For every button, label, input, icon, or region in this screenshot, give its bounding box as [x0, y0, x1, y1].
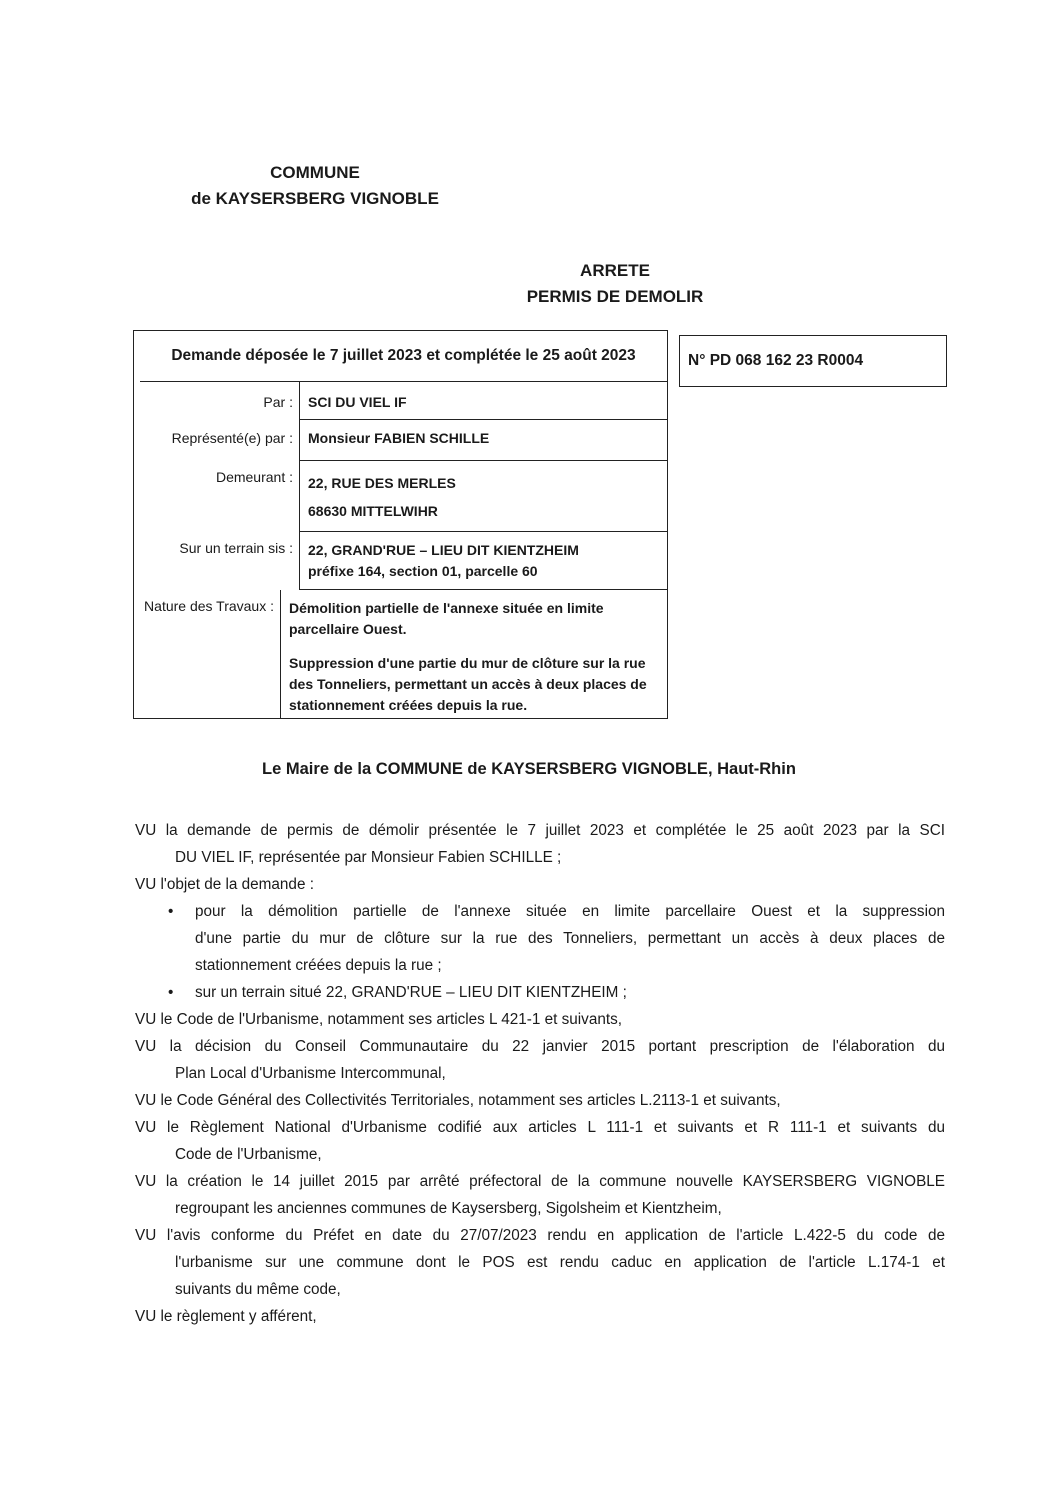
row-value: Monsieur FABIEN SCHILLE [299, 420, 667, 461]
maire-heading: Le Maire de la COMMUNE de KAYSERSBERG VIGNOBLE, Haut-Rhin [262, 760, 796, 778]
vu-line: suivants du même code, [175, 1281, 341, 1298]
permit-number: N° PD 068 162 23 R0004 [679, 335, 947, 387]
vu-line: VU la demande de permis de démolir présentée le 7 juillet 2023 et complétée le 25 août 2023 par la SCI [135, 822, 945, 839]
bullet-item [135, 898, 945, 979]
vu-line: Plan Local d'Urbanisme Intercommunal, [175, 1065, 446, 1082]
row-represente [134, 420, 667, 461]
arrete-title [400, 258, 830, 310]
travaux-item-2: Suppression d'une partie du mur de clôture sur la rue des Tonneliers, permettant un accès à deux places de stationnement créées depuis la rue. [289, 655, 647, 713]
row-value [280, 590, 667, 718]
row-demeurant [134, 461, 667, 532]
bullet-line: stationnement créées depuis la rue ; [195, 957, 442, 974]
vu-line: VU le Code de l'Urbanisme, notamment ses articles L 421-1 et suivants, [135, 1011, 622, 1028]
terrain-parcel: préfixe 164, section 01, parcelle 60 [308, 563, 538, 579]
arrete-line-2: PERMIS DE DEMOLIR [526, 287, 704, 306]
bullet-line: sur un terrain situé 22, GRAND'RUE – LIEU DIT KIENTZHEIM ; [195, 984, 627, 1001]
vu-line: VU l'objet de la demande : [135, 876, 314, 893]
bullet-item [135, 979, 945, 1006]
travaux-item-1: Démolition partielle de l'annexe située en limite parcellaire Ouest. [289, 600, 604, 637]
vu-line: VU la création le 14 juillet 2015 par arrêté préfectoral de la commune nouvelle KAYSERSBERG VIGNOBLE [135, 1173, 945, 1190]
row-label: Sur un terrain sis : [179, 540, 293, 556]
request-heading: Demande déposée le 7 juillet 2023 et complétée le 25 août 2023 [140, 331, 667, 382]
row-travaux [134, 590, 667, 718]
vu-line: regroupant les anciennes communes de Kaysersberg, Sigolsheim et Kientzheim, [175, 1200, 722, 1217]
row-label: Nature des Travaux : [144, 598, 274, 614]
row-label: Représenté(e) par : [171, 430, 293, 446]
address-line-2: 68630 MITTELWIHR [308, 503, 438, 519]
commune-line-1: COMMUNE [270, 163, 360, 182]
commune-line-2: de KAYSERSBERG VIGNOBLE [191, 189, 439, 208]
row-value [299, 532, 667, 590]
vu-clauses [135, 817, 945, 1330]
terrain-address: 22, GRAND'RUE – LIEU DIT KIENTZHEIM [308, 542, 579, 558]
vu-line: VU le règlement y afférent, [135, 1308, 317, 1325]
vu-line: VU l'avis conforme du Préfet en date du 27/07/2023 rendu en application de l'article L.422-5 du code de [135, 1227, 945, 1244]
row-label: Demeurant : [215, 469, 293, 485]
commune-title [0, 160, 630, 212]
vu-line: VU la décision du Conseil Communautaire du 22 janvier 2015 portant prescription de l'élaboration du [135, 1038, 945, 1055]
row-par [134, 382, 667, 420]
vu-line: Code de l'Urbanisme, [175, 1146, 322, 1163]
bullet-line: pour la démolition partielle de l'annexe située en limite parcellaire Ouest et la suppression [195, 903, 945, 920]
vu-line: DU VIEL IF, représentée par Monsieur Fabien SCHILLE ; [175, 849, 562, 866]
bullet-icon: • [168, 984, 174, 1001]
vu-line: VU le Règlement National d'Urbanisme codifié aux articles L 111-1 et suivants et R 111-1 et suivants du [135, 1119, 945, 1136]
row-terrain [134, 532, 667, 590]
row-value [299, 461, 667, 532]
vu-line: l'urbanisme sur une commune dont le POS est rendu caduc en application de l'article L.174-1 et [175, 1254, 945, 1271]
bullet-icon: • [168, 903, 174, 920]
bullet-line: d'une partie du mur de clôture sur la rue des Tonneliers, permettant un accès à deux places de [195, 930, 945, 947]
address-line-1: 22, RUE DES MERLES [308, 475, 456, 491]
request-table [133, 330, 668, 719]
vu-line: VU le Code Général des Collectivités Territoriales, notamment ses articles L.2113-1 et suivants, [135, 1092, 781, 1109]
arrete-line-1: ARRETE [580, 261, 650, 280]
row-value: SCI DU VIEL IF [299, 382, 667, 420]
row-label: Par : [263, 394, 293, 410]
